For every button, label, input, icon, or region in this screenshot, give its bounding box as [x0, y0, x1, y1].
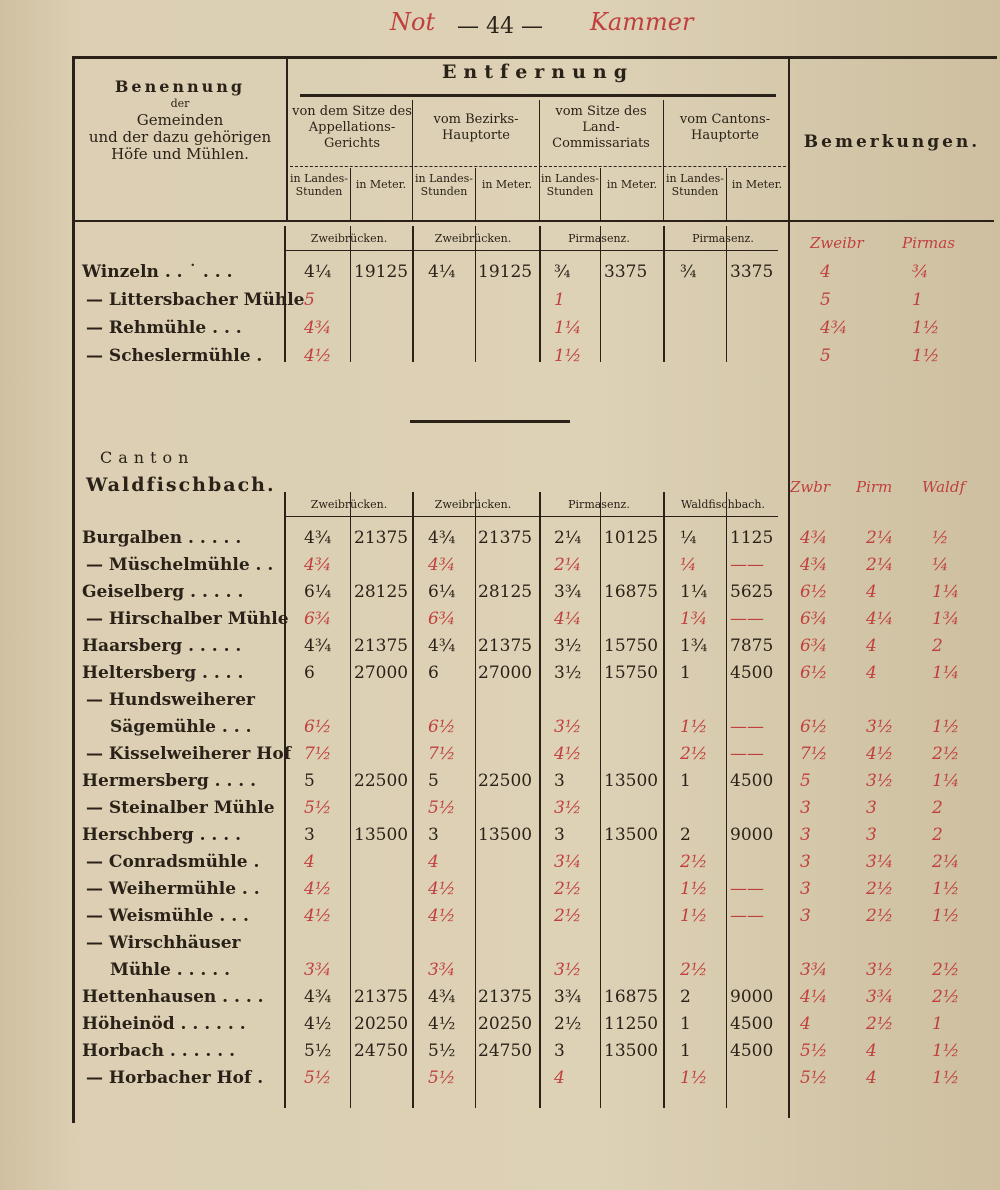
col-divider — [600, 226, 601, 362]
remarks-divider — [788, 58, 790, 1118]
meter-value: 24750 — [354, 1041, 409, 1061]
remark-value: 2¼ — [866, 528, 894, 548]
stunden-value: 3½ — [554, 717, 582, 737]
place-name: Heltersberg . . . . — [82, 663, 244, 683]
stunden-value: 4¼ — [428, 262, 456, 282]
stunden-value: 5½ — [304, 1041, 332, 1061]
stunden-value: 4 — [554, 1068, 565, 1088]
place-name: — Littersbacher Mühle — [86, 290, 305, 310]
remark-value: 3 — [800, 906, 811, 926]
place-name: — Horbacher Hof . — [86, 1068, 264, 1088]
unit-divider — [475, 168, 476, 220]
unit-divider — [726, 168, 727, 220]
meter-value: 20250 — [478, 1014, 533, 1034]
stunden-value: 3¾ — [304, 960, 332, 980]
remark-value: 3 — [800, 879, 811, 899]
remark-value: 3 — [800, 798, 811, 818]
section2-title-canton: Canton — [100, 448, 195, 467]
remark-value: ¼ — [932, 555, 949, 575]
meter-value: 27000 — [354, 663, 409, 683]
place-name: — Steinalber Mühle — [86, 798, 275, 818]
meter-value: 9000 — [730, 987, 774, 1007]
col-label: Zweibrücken. — [434, 498, 512, 511]
stunden-value: 2¼ — [554, 528, 582, 548]
remark-value: 3¼ — [866, 852, 894, 872]
meter-value: 20250 — [354, 1014, 409, 1034]
meter-value: 22500 — [478, 771, 533, 791]
header-col1-line: und der dazu gehörigen — [88, 128, 272, 146]
place-name: — Conradsmühle . — [86, 852, 260, 872]
stunden-value: 3½ — [554, 636, 582, 656]
meter-value: 7875 — [730, 636, 774, 656]
stunden-value: 7½ — [428, 744, 456, 764]
stunden-value: 5 — [304, 290, 315, 310]
stunden-value: 3 — [554, 771, 565, 791]
stunden-value: 1½ — [680, 1068, 708, 1088]
stunden-value: 2½ — [554, 906, 582, 926]
handwritten-note-right: Kammer — [590, 8, 694, 36]
col-label: Pirmasenz. — [568, 498, 630, 511]
group-divider — [412, 100, 413, 220]
remark-value: 6½ — [800, 717, 828, 737]
stunden-value: 1¾ — [680, 609, 708, 629]
remark-value: 1¼ — [932, 582, 960, 602]
remark-value: 1 — [912, 290, 923, 310]
meter-value: 13500 — [478, 825, 533, 845]
entfernung-rule — [300, 94, 776, 97]
header-group-appellation: von dem Sitze des Appellations-Gerichts — [292, 104, 412, 151]
stunden-value: 3½ — [554, 960, 582, 980]
stunden-value: 1½ — [680, 717, 708, 737]
remark-value: 4¾ — [800, 528, 828, 548]
stunden-value: 2½ — [554, 1014, 582, 1034]
remark-value: 2½ — [932, 744, 960, 764]
remark-value: 6½ — [800, 663, 828, 683]
col-divider — [663, 226, 665, 362]
meter-value: 13500 — [604, 825, 659, 845]
remark-value: 1¼ — [932, 663, 960, 683]
remark-value: 3 — [866, 825, 877, 845]
meter-value: —— — [730, 717, 764, 737]
meter-value: —— — [730, 744, 764, 764]
stunden-value: 7½ — [304, 744, 332, 764]
remark-value: 2½ — [932, 987, 960, 1007]
remark-value: 4 — [866, 663, 877, 683]
place-name: Horbach . . . . . . — [82, 1041, 235, 1061]
col-divider — [475, 492, 476, 1108]
col-divider — [412, 492, 414, 1108]
stunden-value: 6½ — [304, 717, 332, 737]
unit-meter: in Meter. — [606, 178, 658, 191]
stunden-value: 6 — [304, 663, 315, 683]
remark-value: 3 — [866, 798, 877, 818]
unit-meter: in Meter. — [355, 178, 407, 191]
remark-value: 4 — [800, 1014, 811, 1034]
stunden-value: 2 — [680, 825, 691, 845]
unit-divider — [600, 168, 601, 220]
stunden-value: 4¾ — [304, 987, 332, 1007]
remark-value: 4¼ — [866, 609, 894, 629]
place-name: Herschberg . . . . — [82, 825, 242, 845]
place-name: — Rehmühle . . . — [86, 318, 242, 338]
unit-stunden: in Landes-Stunden — [290, 172, 348, 198]
col-divider — [726, 226, 727, 362]
meter-value: 21375 — [354, 987, 409, 1007]
meter-value: —— — [730, 906, 764, 926]
section2-title-name: Waldfischbach. — [86, 474, 276, 496]
stunden-value: 5½ — [428, 1041, 456, 1061]
remark-value: 4 — [866, 1041, 877, 1061]
stunden-value: 5½ — [428, 1068, 456, 1088]
remark-value: 1½ — [912, 318, 940, 338]
meter-value: 19125 — [354, 262, 409, 282]
remark-value: 4½ — [866, 744, 894, 764]
remark-value: 1½ — [932, 906, 960, 926]
remark-value: 7½ — [800, 744, 828, 764]
remark-value: 1¼ — [932, 771, 960, 791]
col-divider — [726, 492, 727, 1108]
stunden-value: 6½ — [428, 717, 456, 737]
header-col1-line: der — [170, 97, 190, 110]
remark-value: 6¾ — [800, 636, 828, 656]
unit-divider — [350, 168, 351, 220]
meter-value: 19125 — [478, 262, 533, 282]
col-label: Pirmasenz. — [568, 232, 630, 245]
remark-value: 4 — [820, 262, 831, 282]
remark-value: 5½ — [800, 1068, 828, 1088]
place-name: Hermersberg . . . . — [82, 771, 257, 791]
stunden-value: 2¼ — [554, 555, 582, 575]
stunden-value: 4½ — [554, 744, 582, 764]
stunden-value: 2½ — [554, 879, 582, 899]
meter-value: 13500 — [354, 825, 409, 845]
stunden-value: ¾ — [554, 262, 571, 282]
remark-value: 3½ — [866, 771, 894, 791]
col-label: Waldfischbach. — [680, 498, 766, 511]
place-name: Haarsberg . . . . . — [82, 636, 242, 656]
remark-value: 2 — [932, 825, 943, 845]
meter-value: 21375 — [354, 636, 409, 656]
remark-value: 2½ — [866, 879, 894, 899]
remark-value: 2 — [932, 798, 943, 818]
stunden-value: 3 — [554, 825, 565, 845]
page-number-text: — 44 — — [457, 14, 543, 39]
stunden-value: 1¾ — [680, 636, 708, 656]
remark-value: 2¼ — [932, 852, 960, 872]
remark-value: 6½ — [800, 582, 828, 602]
stunden-value: 1¼ — [554, 318, 582, 338]
place-name: Burgalben . . . . . — [82, 528, 242, 548]
meter-value: 15750 — [604, 663, 659, 683]
stunden-value: 4 — [304, 852, 315, 872]
stunden-value: 6 — [428, 663, 439, 683]
stunden-value: 3½ — [554, 798, 582, 818]
stunden-value: 4¾ — [428, 555, 456, 575]
meter-value: 4500 — [730, 1014, 774, 1034]
meter-value: 11250 — [604, 1014, 659, 1034]
remark-value: 5 — [820, 346, 831, 366]
remark-value: 3¾ — [866, 987, 894, 1007]
stunden-value: 1 — [680, 771, 691, 791]
header-col1-line: Gemeinden — [136, 111, 224, 129]
stunden-value: 3 — [554, 1041, 565, 1061]
col-divider — [284, 492, 286, 1108]
stunden-value: 4½ — [304, 879, 332, 899]
remark-value: 2 — [932, 636, 943, 656]
group-divider — [539, 100, 540, 220]
meter-value: 15750 — [604, 636, 659, 656]
stunden-value: 4½ — [304, 906, 332, 926]
stunden-value: 4¾ — [304, 636, 332, 656]
stunden-value: 3¾ — [554, 582, 582, 602]
place-name: Winzeln . . ˙ . . . — [82, 262, 233, 282]
meter-value: 5625 — [730, 582, 774, 602]
stunden-value: 2½ — [680, 852, 708, 872]
col-label: Zweibrücken. — [310, 498, 388, 511]
remark-col-label: Waldf — [922, 478, 966, 496]
col-divider — [350, 492, 351, 1108]
stunden-value: 6¾ — [304, 609, 332, 629]
header-entfernung: Entfernung — [441, 61, 635, 83]
meter-value: 21375 — [478, 636, 533, 656]
col-divider — [663, 492, 665, 1108]
group-divider — [663, 100, 664, 220]
remark-value: 3 — [800, 852, 811, 872]
header-group-canton: vom Cantons-Hauptorte — [679, 112, 771, 143]
col-divider — [539, 492, 541, 1108]
stunden-value: 4½ — [428, 879, 456, 899]
group-rule — [290, 166, 786, 167]
stunden-value: 3½ — [554, 663, 582, 683]
stunden-value: ¾ — [680, 262, 697, 282]
col-label: Zweibrücken. — [310, 232, 388, 245]
meter-value: —— — [730, 555, 764, 575]
stunden-value: 4½ — [304, 1014, 332, 1034]
meter-value: 9000 — [730, 825, 774, 845]
place-name: Mühle . . . . . — [110, 960, 230, 980]
remark-value: 1½ — [932, 879, 960, 899]
stunden-value: 4½ — [428, 906, 456, 926]
remark-value: 5 — [820, 290, 831, 310]
meter-value: 21375 — [478, 987, 533, 1007]
meter-value: 22500 — [354, 771, 409, 791]
meter-value: 3375 — [604, 262, 648, 282]
meter-value: 28125 — [354, 582, 409, 602]
place-name: Sägemühle . . . — [110, 717, 252, 737]
header-col1-divider — [286, 58, 288, 220]
remark-value: 3 — [800, 825, 811, 845]
meter-value: 4500 — [730, 771, 774, 791]
remark-value: 4 — [866, 1068, 877, 1088]
col-label: Zweibrücken. — [434, 232, 512, 245]
stunden-value: 3¼ — [554, 852, 582, 872]
remark-value: 1¾ — [932, 609, 960, 629]
remark-value: 5 — [800, 771, 811, 791]
meter-value: 1125 — [730, 528, 774, 548]
stunden-value: 1¼ — [680, 582, 708, 602]
stunden-value: 3¾ — [554, 987, 582, 1007]
remark-value: 2½ — [932, 960, 960, 980]
unit-meter: in Meter. — [481, 178, 533, 191]
remark-value: 2½ — [866, 906, 894, 926]
place-name: — Scheslermühle . — [86, 346, 263, 366]
meter-value: 16875 — [604, 582, 659, 602]
stunden-value: 4¾ — [428, 987, 456, 1007]
stunden-value: 3 — [428, 825, 439, 845]
stunden-value: 4¾ — [304, 318, 332, 338]
place-name: — Hirschalber Mühle — [86, 609, 289, 629]
col-label-rule — [284, 516, 778, 517]
stunden-value: 4¼ — [554, 609, 582, 629]
stunden-value: 3¾ — [428, 960, 456, 980]
remark-value: 2¼ — [866, 555, 894, 575]
unit-stunden: in Landes-Stunden — [415, 172, 473, 198]
col-divider — [412, 226, 414, 362]
remark-value: 1 — [932, 1014, 943, 1034]
header-group-bezirk: vom Bezirks-Hauptorte — [433, 112, 519, 143]
place-name: Höheinöd . . . . . . — [82, 1014, 246, 1034]
meter-value: 21375 — [478, 528, 533, 548]
meter-value: 21375 — [354, 528, 409, 548]
stunden-value: 5½ — [428, 798, 456, 818]
stunden-value: 3 — [304, 825, 315, 845]
unit-stunden: in Landes-Stunden — [541, 172, 599, 198]
place-name: — Wirschhäuser — [86, 933, 241, 953]
place-name: Hettenhausen . . . . — [82, 987, 264, 1007]
stunden-value: 4¼ — [304, 262, 332, 282]
meter-value: 13500 — [604, 1041, 659, 1061]
remark-value: 4 — [866, 582, 877, 602]
stunden-value: 5 — [428, 771, 439, 791]
remark-value: 1½ — [932, 717, 960, 737]
meter-value: 4500 — [730, 663, 774, 683]
meter-value: 24750 — [478, 1041, 533, 1061]
col-divider — [539, 226, 541, 362]
remark-value: 1½ — [932, 1068, 960, 1088]
stunden-value: 4¾ — [428, 528, 456, 548]
stunden-value: 1 — [680, 663, 691, 683]
header-col1-line: Benennung — [114, 77, 246, 96]
stunden-value: 4¾ — [304, 555, 332, 575]
meter-value: 27000 — [478, 663, 533, 683]
stunden-value: 4½ — [428, 1014, 456, 1034]
meter-value: 10125 — [604, 528, 659, 548]
stunden-value: ¼ — [680, 528, 697, 548]
remark-value: 4¼ — [800, 987, 828, 1007]
col-label: Pirmasenz. — [692, 232, 754, 245]
place-name: — Müschelmühle . . — [86, 555, 274, 575]
stunden-value: 5 — [304, 771, 315, 791]
header-col1-line: Höfe und Mühlen. — [111, 145, 249, 163]
remark-col-label: Pirm — [856, 478, 893, 496]
meter-value: —— — [730, 879, 764, 899]
col-divider — [350, 226, 351, 362]
unit-meter: in Meter. — [731, 178, 783, 191]
stunden-value: 6¼ — [428, 582, 456, 602]
stunden-value: 1 — [680, 1041, 691, 1061]
remark-value: 4¾ — [800, 555, 828, 575]
remark-value: 3½ — [866, 960, 894, 980]
remark-value: 1½ — [932, 1041, 960, 1061]
stunden-value: 4½ — [304, 346, 332, 366]
remark-col-label: Pirmas — [902, 234, 955, 252]
remark-value: 3½ — [866, 717, 894, 737]
remark-value: 1½ — [912, 346, 940, 366]
meter-value: 4500 — [730, 1041, 774, 1061]
header-group-landcommissariat: vom Sitze des Land-Commissariats — [552, 104, 650, 151]
header-remarks: Bemerkungen. — [803, 132, 981, 152]
stunden-value: 5½ — [304, 1068, 332, 1088]
stunden-value: 5½ — [304, 798, 332, 818]
remark-value: 6¾ — [800, 609, 828, 629]
stunden-value: 1 — [554, 290, 565, 310]
stunden-value: 4¾ — [428, 636, 456, 656]
meter-value: —— — [730, 609, 764, 629]
stunden-value: ¼ — [680, 555, 697, 575]
place-name: — Hundsweiherer — [86, 690, 255, 710]
stunden-value: 1½ — [680, 906, 708, 926]
stunden-value: 4¾ — [304, 528, 332, 548]
stunden-value: 6¼ — [304, 582, 332, 602]
remark-value: 4 — [866, 636, 877, 656]
place-name: — Weihermühle . . — [86, 879, 260, 899]
stunden-value: 2 — [680, 987, 691, 1007]
page-number — [0, 8, 1000, 39]
place-name: Geiselberg . . . . . — [82, 582, 244, 602]
stunden-value: 4 — [428, 852, 439, 872]
header-bottom-rule — [74, 220, 994, 222]
stunden-value: 6¾ — [428, 609, 456, 629]
meter-value: 13500 — [604, 771, 659, 791]
section-separator — [410, 420, 570, 423]
remark-value: 5½ — [800, 1041, 828, 1061]
col-label-rule — [284, 250, 778, 251]
remark-value: ¾ — [912, 262, 929, 282]
meter-value: 16875 — [604, 987, 659, 1007]
meter-value: 3375 — [730, 262, 774, 282]
stunden-value: 2½ — [680, 744, 708, 764]
remark-col-label: Zwbr — [790, 478, 831, 496]
remark-col-label: Zweibr — [810, 234, 864, 252]
handwritten-note-left: Not — [390, 8, 436, 36]
stunden-value: 1½ — [680, 879, 708, 899]
meter-value: 28125 — [478, 582, 533, 602]
stunden-value: 2½ — [680, 960, 708, 980]
remark-value: 4¾ — [820, 318, 848, 338]
remark-value: 3¾ — [800, 960, 828, 980]
remark-value: ½ — [932, 528, 949, 548]
unit-stunden: in Landes-Stunden — [666, 172, 724, 198]
header-col1 — [76, 78, 284, 163]
remark-value: 2½ — [866, 1014, 894, 1034]
place-name: — Weismühle . . . — [86, 906, 249, 926]
stunden-value: 1 — [680, 1014, 691, 1034]
col-divider — [475, 226, 476, 362]
stunden-value: 1½ — [554, 346, 582, 366]
place-name: — Kisselweiherer Hof — [86, 744, 292, 764]
col-divider — [600, 492, 601, 1108]
